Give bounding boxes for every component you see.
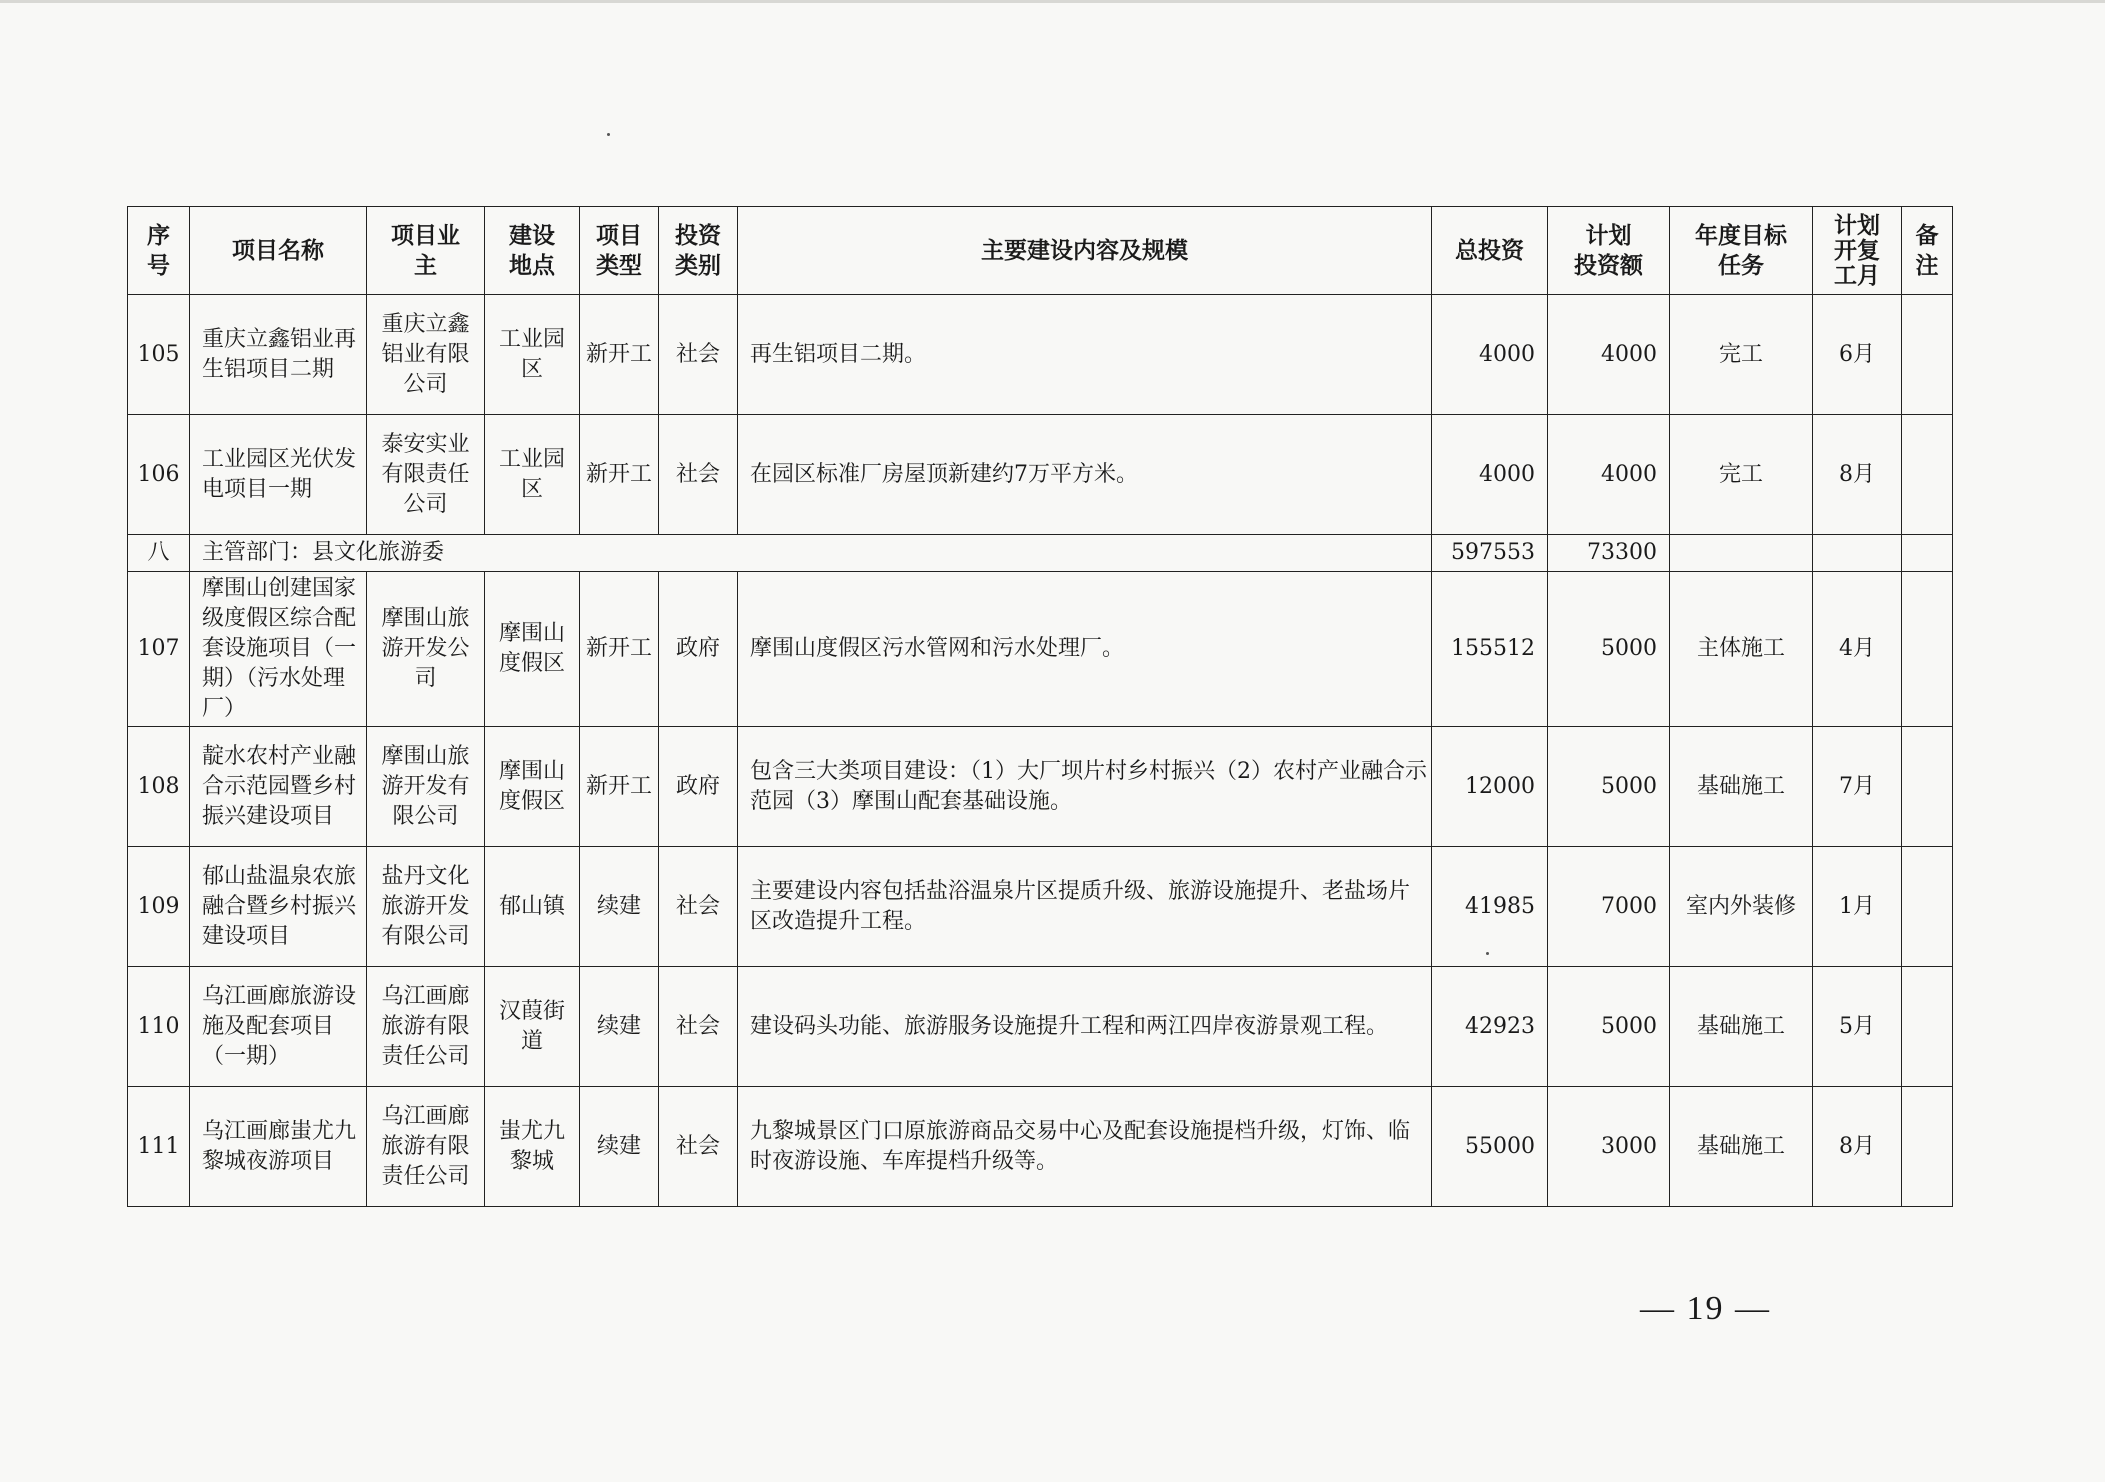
cell-seq: 107 — [128, 572, 190, 727]
cell-start-month: 8月 — [1813, 1087, 1902, 1207]
cell-location: 工业园区 — [485, 415, 580, 535]
table-row — [128, 295, 1953, 415]
cell-seq: 110 — [128, 967, 190, 1087]
cell-owner: 盐丹文化旅游开发有限公司 — [367, 847, 485, 967]
cell-seq: 111 — [128, 1087, 190, 1207]
category-empty-cell — [1813, 535, 1902, 572]
header-invest-category: 投资 类别 — [659, 207, 738, 295]
cell-owner: 重庆立鑫铝业有限公司 — [367, 295, 485, 415]
cell-project-type: 续建 — [580, 847, 659, 967]
header-location: 建设 地点 — [485, 207, 580, 295]
table-row — [128, 572, 1953, 727]
table-header-row — [128, 207, 1953, 295]
cell-planned-investment: 7000 — [1548, 847, 1670, 967]
scan-speck — [607, 133, 610, 136]
cell-owner: 乌江画廊旅游有限责任公司 — [367, 967, 485, 1087]
cell-planned-investment: 4000 — [1548, 295, 1670, 415]
category-empty-cell — [1670, 535, 1813, 572]
cell-total-investment: 42923 — [1432, 967, 1548, 1087]
cell-owner: 泰安实业有限责任公司 — [367, 415, 485, 535]
project-table-container — [127, 206, 1952, 1207]
cell-planned-investment: 5000 — [1548, 967, 1670, 1087]
header-start-month: 计划 开复 工月 — [1813, 207, 1902, 295]
category-row — [128, 535, 1953, 572]
cell-invest-category: 社会 — [659, 967, 738, 1087]
cell-planned-investment: 5000 — [1548, 572, 1670, 727]
cell-annual-target: 基础施工 — [1670, 1087, 1813, 1207]
category-total-investment: 597553 — [1432, 535, 1548, 572]
cell-project-name: 重庆立鑫铝业再生铝项目二期 — [190, 295, 367, 415]
cell-start-month: 5月 — [1813, 967, 1902, 1087]
table-row — [128, 847, 1953, 967]
cell-project-type: 续建 — [580, 967, 659, 1087]
cell-start-month: 4月 — [1813, 572, 1902, 727]
cell-content: 主要建设内容包括盐浴温泉片区提质升级、旅游设施提升、老盐场片区改造提升工程。 — [738, 847, 1432, 967]
header-planned-investment: 计划 投资额 — [1548, 207, 1670, 295]
cell-total-investment: 55000 — [1432, 1087, 1548, 1207]
cell-owner: 摩围山旅游开发有限公司 — [367, 727, 485, 847]
category-label: 主管部门：县文化旅游委 — [190, 535, 1432, 572]
header-project-name: 项目名称 — [190, 207, 367, 295]
cell-annual-target: 完工 — [1670, 415, 1813, 535]
cell-invest-category: 社会 — [659, 295, 738, 415]
category-empty-cell — [1902, 535, 1953, 572]
project-table — [127, 206, 1953, 1207]
cell-content: 摩围山度假区污水管网和污水处理厂。 — [738, 572, 1432, 727]
cell-invest-category: 社会 — [659, 847, 738, 967]
cell-total-investment: 41985 — [1432, 847, 1548, 967]
cell-start-month: 7月 — [1813, 727, 1902, 847]
cell-total-investment: 155512 — [1432, 572, 1548, 727]
cell-location: 蚩尤九黎城 — [485, 1087, 580, 1207]
cell-project-name: 工业园区光伏发电项目一期 — [190, 415, 367, 535]
cell-annual-target: 主体施工 — [1670, 572, 1813, 727]
cell-invest-category: 政府 — [659, 727, 738, 847]
cell-total-investment: 4000 — [1432, 295, 1548, 415]
table-row — [128, 727, 1953, 847]
cell-note — [1902, 847, 1953, 967]
cell-project-type: 续建 — [580, 1087, 659, 1207]
cell-note — [1902, 415, 1953, 535]
cell-content: 包含三大类项目建设：（1）大厂坝片村乡村振兴（2）农村产业融合示范园（3）摩围山配套基础设施。 — [738, 727, 1432, 847]
cell-location: 工业园区 — [485, 295, 580, 415]
cell-total-investment: 4000 — [1432, 415, 1548, 535]
header-seq: 序 号 — [128, 207, 190, 295]
page-number: — 19 — — [1640, 1290, 1771, 1327]
cell-location: 汉葭街道 — [485, 967, 580, 1087]
header-project-type: 项目 类型 — [580, 207, 659, 295]
cell-project-type: 新开工 — [580, 415, 659, 535]
cell-start-month: 8月 — [1813, 415, 1902, 535]
cell-start-month: 1月 — [1813, 847, 1902, 967]
table-row — [128, 967, 1953, 1087]
cell-note — [1902, 295, 1953, 415]
cell-project-name: 乌江画廊蚩尤九黎城夜游项目 — [190, 1087, 367, 1207]
header-annual-target: 年度目标 任务 — [1670, 207, 1813, 295]
cell-note — [1902, 572, 1953, 727]
cell-content: 建设码头功能、旅游服务设施提升工程和两江四岸夜游景观工程。 — [738, 967, 1432, 1087]
cell-invest-category: 社会 — [659, 1087, 738, 1207]
header-owner: 项目业 主 — [367, 207, 485, 295]
cell-planned-investment: 5000 — [1548, 727, 1670, 847]
cell-project-name: 乌江画廊旅游设施及配套项目（一期） — [190, 967, 367, 1087]
cell-content: 再生铝项目二期。 — [738, 295, 1432, 415]
category-seq: 八 — [128, 535, 190, 572]
cell-content: 在园区标准厂房屋顶新建约7万平方米。 — [738, 415, 1432, 535]
cell-project-type: 新开工 — [580, 295, 659, 415]
cell-location: 摩围山度假区 — [485, 572, 580, 727]
cell-planned-investment: 4000 — [1548, 415, 1670, 535]
cell-note — [1902, 727, 1953, 847]
cell-annual-target: 完工 — [1670, 295, 1813, 415]
cell-annual-target: 基础施工 — [1670, 967, 1813, 1087]
cell-project-type: 新开工 — [580, 572, 659, 727]
page-edge — [0, 0, 2105, 3]
header-content: 主要建设内容及规模 — [738, 207, 1432, 295]
cell-project-name: 郁山盐温泉农旅融合暨乡村振兴建设项目 — [190, 847, 367, 967]
table-row — [128, 1087, 1953, 1207]
category-planned-investment: 73300 — [1548, 535, 1670, 572]
cell-seq: 108 — [128, 727, 190, 847]
cell-invest-category: 政府 — [659, 572, 738, 727]
cell-content: 九黎城景区门口原旅游商品交易中心及配套设施提档升级，灯饰、临时夜游设施、车库提档升级等。 — [738, 1087, 1432, 1207]
cell-owner: 乌江画廊旅游有限责任公司 — [367, 1087, 485, 1207]
cell-start-month: 6月 — [1813, 295, 1902, 415]
header-total-investment: 总投资 — [1432, 207, 1548, 295]
cell-seq: 105 — [128, 295, 190, 415]
cell-planned-investment: 3000 — [1548, 1087, 1670, 1207]
cell-location: 摩围山度假区 — [485, 727, 580, 847]
cell-project-name: 摩围山创建国家级度假区综合配套设施项目（一期）（污水处理厂） — [190, 572, 367, 727]
cell-project-type: 新开工 — [580, 727, 659, 847]
cell-annual-target: 基础施工 — [1670, 727, 1813, 847]
cell-total-investment: 12000 — [1432, 727, 1548, 847]
cell-location: 郁山镇 — [485, 847, 580, 967]
cell-invest-category: 社会 — [659, 415, 738, 535]
cell-seq: 106 — [128, 415, 190, 535]
header-note: 备 注 — [1902, 207, 1953, 295]
cell-note — [1902, 1087, 1953, 1207]
cell-project-name: 靛水农村产业融合示范园暨乡村振兴建设项目 — [190, 727, 367, 847]
table-row — [128, 415, 1953, 535]
cell-note — [1902, 967, 1953, 1087]
cell-owner: 摩围山旅游开发公司 — [367, 572, 485, 727]
cell-annual-target: 室内外装修 — [1670, 847, 1813, 967]
cell-seq: 109 — [128, 847, 190, 967]
